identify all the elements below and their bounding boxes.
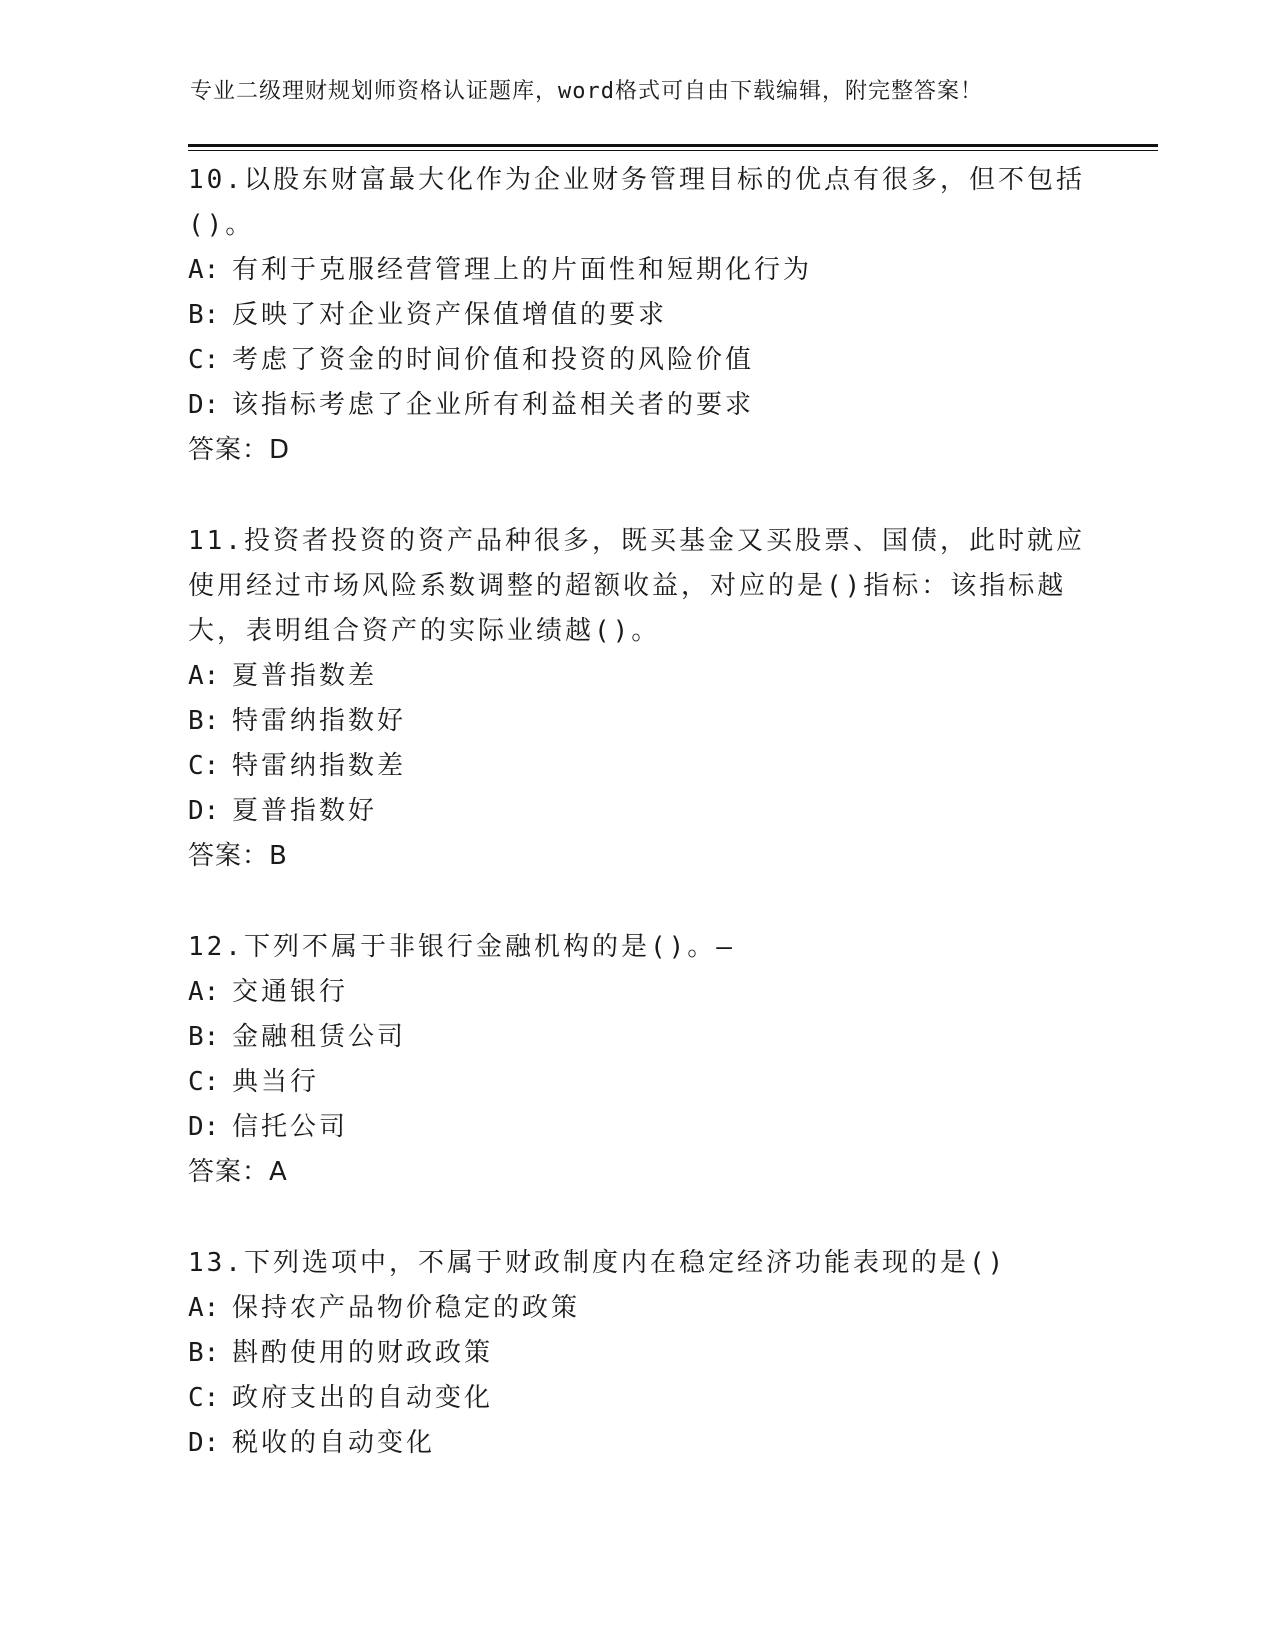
question-stem: 10.以股东财富最大化作为企业财务管理目标的优点有很多，但不包括()。 bbox=[188, 165, 1085, 240]
option-text: 金融租赁公司 bbox=[232, 1022, 407, 1052]
option-b bbox=[188, 1331, 1088, 1376]
option-text: 信托公司 bbox=[232, 1112, 349, 1142]
option-d bbox=[188, 1421, 1088, 1466]
option-text: 该指标考虑了企业所有利益相关者的要求 bbox=[232, 390, 755, 420]
option-c bbox=[188, 744, 1088, 789]
answer-line: 答案：D bbox=[188, 435, 291, 465]
option-c bbox=[188, 1060, 1088, 1105]
option-b bbox=[188, 293, 1088, 338]
option-key: A: bbox=[188, 661, 220, 691]
option-key: D: bbox=[188, 390, 220, 420]
option-a bbox=[188, 970, 1088, 1015]
question-stem: 11.投资者投资的资产品种很多，既买基金又买股票、国债，此时就应使用经过市场风险系数调整的超额收益，对应的是()指标：该指标越大，表明组合资产的实际业绩越()。 bbox=[188, 526, 1085, 646]
option-b bbox=[188, 699, 1088, 744]
header-divider-thick bbox=[188, 144, 1158, 147]
option-key: B: bbox=[188, 1338, 220, 1368]
question-10 bbox=[188, 158, 1088, 473]
option-key: A: bbox=[188, 1293, 220, 1323]
option-key: A: bbox=[188, 977, 220, 1007]
option-text: 反映了对企业资产保值增值的要求 bbox=[232, 300, 668, 330]
header-divider-thin bbox=[188, 150, 1158, 151]
question-13 bbox=[188, 1241, 1088, 1466]
option-text: 典当行 bbox=[232, 1067, 320, 1097]
option-key: C: bbox=[188, 1383, 220, 1413]
option-text: 特雷纳指数差 bbox=[232, 751, 407, 781]
option-key: D: bbox=[188, 1428, 220, 1458]
option-key: D: bbox=[188, 796, 220, 826]
option-text: 夏普指数差 bbox=[232, 661, 378, 691]
answer-line: 答案：B bbox=[188, 841, 288, 871]
option-a bbox=[188, 1286, 1088, 1331]
answer-line: 答案：A bbox=[188, 1157, 288, 1187]
option-text: 有利于克服经营管理上的片面性和短期化行为 bbox=[232, 255, 813, 285]
option-a bbox=[188, 654, 1088, 699]
option-key: B: bbox=[188, 706, 220, 736]
option-text: 考虑了资金的时间价值和投资的风险价值 bbox=[232, 345, 755, 375]
option-b bbox=[188, 1015, 1088, 1060]
option-key: C: bbox=[188, 345, 220, 375]
option-d bbox=[188, 789, 1088, 834]
question-12 bbox=[188, 925, 1088, 1195]
question-11 bbox=[188, 519, 1088, 879]
option-text: 税收的自动变化 bbox=[232, 1428, 436, 1458]
option-text: 保持农产品物价稳定的政策 bbox=[232, 1293, 581, 1323]
option-text: 夏普指数好 bbox=[232, 796, 378, 826]
question-list bbox=[188, 158, 1088, 1512]
option-key: C: bbox=[188, 751, 220, 781]
question-stem: 12.下列不属于非银行金融机构的是()。— bbox=[188, 932, 735, 962]
option-key: B: bbox=[188, 1022, 220, 1052]
option-d bbox=[188, 383, 1088, 428]
option-c bbox=[188, 1376, 1088, 1421]
option-text: 特雷纳指数好 bbox=[232, 706, 407, 736]
option-text: 政府支出的自动变化 bbox=[232, 1383, 494, 1413]
option-key: D: bbox=[188, 1112, 220, 1142]
option-c bbox=[188, 338, 1088, 383]
page-header: 专业二级理财规划师资格认证题库，word格式可自由下载编辑，附完整答案！ bbox=[190, 79, 983, 104]
option-key: A: bbox=[188, 255, 220, 285]
question-stem: 13.下列选项中，不属于财政制度内在稳定经济功能表现的是() bbox=[188, 1248, 1007, 1278]
option-key: C: bbox=[188, 1067, 220, 1097]
option-text: 斟酌使用的财政政策 bbox=[232, 1338, 494, 1368]
option-text: 交通银行 bbox=[232, 977, 349, 1007]
option-d bbox=[188, 1105, 1088, 1150]
option-key: B: bbox=[188, 300, 220, 330]
option-a bbox=[188, 248, 1088, 293]
